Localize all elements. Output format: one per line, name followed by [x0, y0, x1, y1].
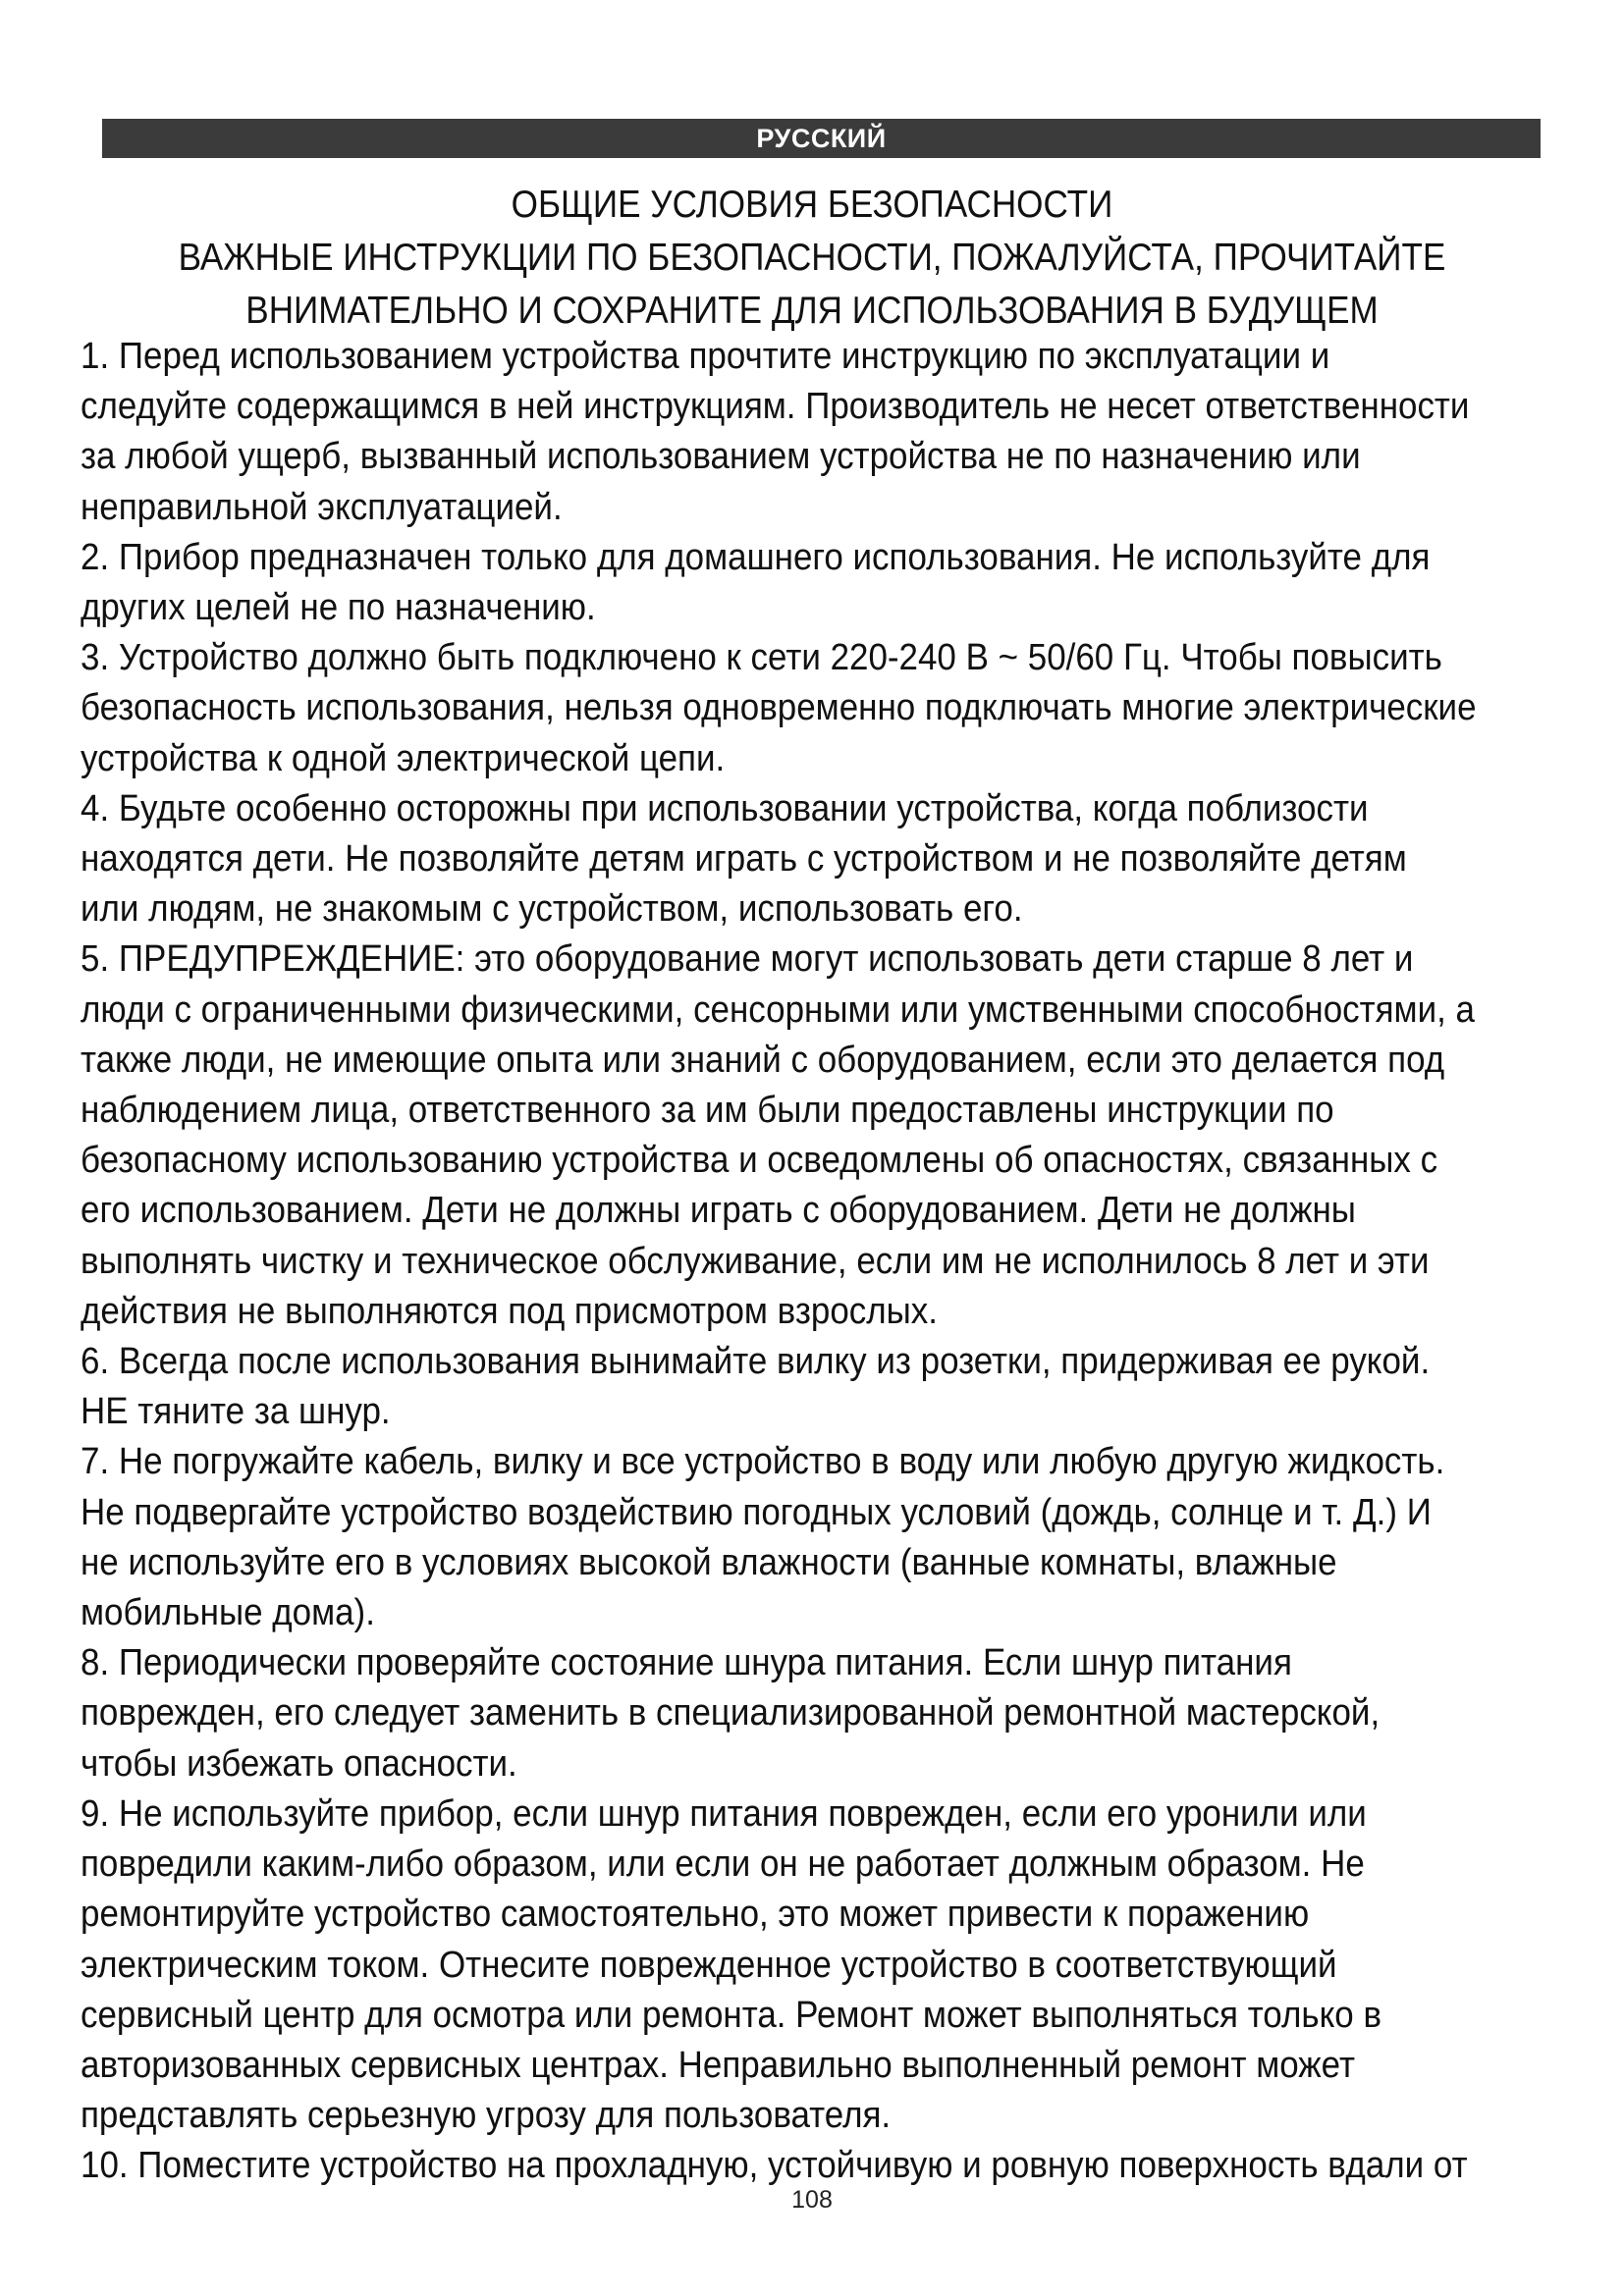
text-line: находятся дети. Не позволяйте детям играть с устройством и не позволяйте детям: [81, 838, 1407, 881]
heading-line-3: ВНИМАТЕЛЬНО И СОХРАНИТЕ ДЛЯ ИСПОЛЬЗОВАНИЯ В БУДУЩЕМ: [245, 290, 1379, 332]
text-line: сервисный центр для осмотра или ремонта. Ремонт может выполняться только в: [81, 1994, 1382, 2036]
text-line: за любой ущерб, вызванный использованием устройства не по назначению или: [81, 436, 1361, 478]
text-line: его использованием. Дети не должны играть с оборудованием. Дети не должны: [81, 1190, 1356, 1232]
text-line: ремонтируйте устройство самостоятельно, это может привести к поражению: [81, 1894, 1310, 1936]
text-line: 1. Перед использованием устройства прочтите инструкцию по эксплуатации и: [81, 336, 1330, 377]
language-label: РУССКИЙ: [756, 124, 887, 153]
instruction-item-10: [81, 2141, 1553, 2191]
instruction-item-7: [81, 1437, 1553, 1638]
text-line: не используйте его в условиях высокой влажности (ванные комнаты, влажные: [81, 1541, 1337, 1583]
page-number: 108: [791, 2186, 833, 2214]
text-line: наблюдением лица, ответственного за им были предоставлены инструкции по: [81, 1090, 1334, 1132]
instruction-item-6: [81, 1337, 1553, 1437]
instruction-item-9: [81, 1789, 1553, 2141]
text-line: авторизованных сервисных центрах. Неправильно выполненный ремонт может: [81, 2044, 1355, 2086]
section-heading: [152, 179, 1473, 338]
text-line: представлять серьезную угрозу для пользователя.: [81, 2095, 892, 2137]
instruction-item-4: [81, 784, 1553, 935]
text-line: люди с ограниченными физическими, сенсорными или умственными способностями, а: [81, 988, 1476, 1031]
text-line: 2. Прибор предназначен только для домашнего использования. Не используйте для: [81, 536, 1431, 578]
text-line: безопасному использованию устройства и осведомлены об опасностях, связанных с: [81, 1140, 1438, 1182]
text-line: также люди, не имеющие опыта или знаний с оборудованием, если это делается под: [81, 1039, 1445, 1081]
text-line: выполнять чистку и техническое обслуживание, если им не исполнилось 8 лет и эти: [81, 1240, 1430, 1282]
text-line: поврежден, его следует заменить в специализированной ремонтной мастерской,: [81, 1692, 1380, 1735]
text-line: устройства к одной электрической цепи.: [81, 737, 726, 779]
text-line: Не подвергайте устройство воздействию погодных условий (дождь, солнце и т. Д.) И: [81, 1491, 1432, 1533]
text-line: неправильной эксплуатацией.: [81, 486, 563, 528]
instruction-item-1: [81, 332, 1553, 533]
text-line: мобильные дома).: [81, 1592, 375, 1634]
language-bar: [102, 119, 1541, 158]
text-line: действия не выполняются под присмотром взрослых.: [81, 1290, 938, 1332]
heading-line-1: ОБЩИЕ УСЛОВИЯ БЕЗОПАСНОСТИ: [511, 184, 1113, 226]
instruction-item-5: [81, 934, 1553, 1337]
text-line: 8. Периодически проверяйте состояние шнура питания. Если шнур питания: [81, 1642, 1292, 1684]
instruction-item-2: [81, 533, 1553, 633]
heading-line-2: ВАЖНЫЕ ИНСТРУКЦИИ ПО БЕЗОПАСНОСТИ, ПОЖАЛУЙСТА, ПРОЧИТАЙТЕ: [178, 237, 1446, 279]
text-line: 9. Не используйте прибор, если шнур питания поврежден, если его уронили или: [81, 1792, 1367, 1835]
instruction-item-8: [81, 1638, 1553, 1789]
text-line: чтобы избежать опасности.: [81, 1742, 517, 1785]
text-line: 5. ПРЕДУПРЕЖДЕНИЕ: это оборудование могут использовать дети старше 8 лет и: [81, 938, 1414, 981]
text-line: электрическим током. Отнесите поврежденное устройство в соответствующий: [81, 1944, 1337, 1986]
safety-instructions-list: [81, 332, 1553, 2192]
text-line: 4. Будьте особенно осторожны при использовании устройства, когда поблизости: [81, 787, 1369, 829]
text-line: 10. Поместите устройство на прохладную, устойчивую и ровную поверхность вдали от: [81, 2145, 1468, 2187]
instruction-item-3: [81, 633, 1553, 784]
text-line: 6. Всегда после использования вынимайте вилку из розетки, придерживая ее рукой.: [81, 1341, 1431, 1383]
text-line: 7. Не погружайте кабель, вилку и все устройство в воду или любую другую жидкость.: [81, 1441, 1445, 1483]
text-line: или людям, не знакомым с устройством, использовать его.: [81, 888, 1023, 931]
text-line: безопасность использования, нельзя одновременно подключать многие электрические: [81, 687, 1477, 729]
text-line: 3. Устройство должно быть подключено к сети 220-240 В ~ 50/60 Гц. Чтобы повысить: [81, 637, 1442, 679]
text-line: других целей не по назначению.: [81, 587, 596, 629]
text-line: повредили каким-либо образом, или если он не работает должным образом. Не: [81, 1843, 1365, 1886]
text-line: НЕ тяните за шнур.: [81, 1391, 391, 1433]
text-line: следуйте содержащимся в ней инструкциям. Производитель не несет ответственности: [81, 386, 1470, 428]
